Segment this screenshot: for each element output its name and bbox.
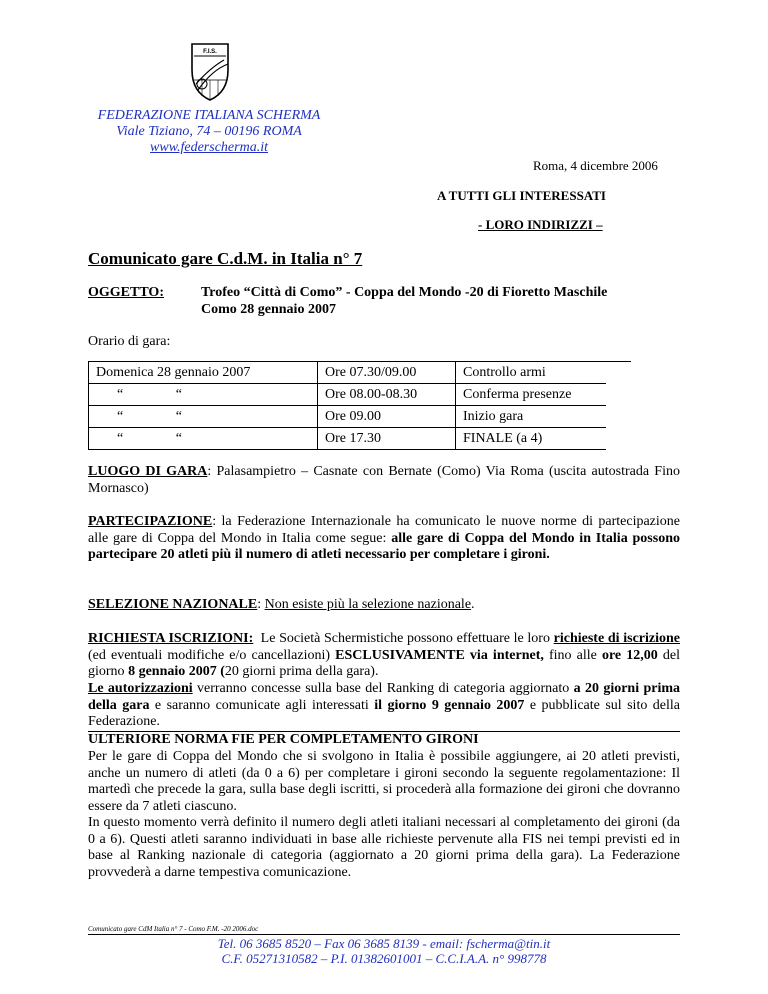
svg-text:F.I.S.: F.I.S. <box>203 49 217 55</box>
schedule-day: Domenica 28 gennaio 2007 <box>89 362 318 384</box>
org-website-container <box>64 140 354 156</box>
selezione-text: Non esiste più la selezione nazionale <box>264 597 472 612</box>
oggetto-line-2: Como 28 gennaio 2007 <box>201 302 336 317</box>
richiesta-b2: ESCLUSIVAMENTE via internet, <box>335 647 544 663</box>
selezione-label: SELEZIONE NAZIONALE <box>88 597 258 612</box>
luogo-label: LUOGO DI GARA <box>88 464 208 479</box>
autorizzazioni-t2: e saranno comunicate agli interessati <box>149 697 375 713</box>
org-address: Viale Tiziano, 74 – 00196 ROMA <box>116 124 302 139</box>
page-title: Comunicato gare C.d.M. in Italia n° 7 <box>88 249 363 268</box>
richiesta-b1: richieste di iscrizione <box>553 631 680 646</box>
autorizzazioni-label: Le autorizzazioni <box>88 681 193 696</box>
autorizzazioni-t3: e pubblicate sul sito della Federazione. <box>88 697 681 729</box>
fis-logo-icon <box>188 40 232 102</box>
richiesta-b4: 8 gennaio 2007 ( <box>128 664 225 679</box>
table-row <box>89 362 607 384</box>
footer-contacts: Tel. 06 3685 8520 – Fax 06 3685 8139 - email: fscherma@tin.it <box>217 936 551 951</box>
partecipazione-label: PARTECIPAZIONE <box>88 514 213 529</box>
autorizzazioni-t1: verranno concesse sulla base del Ranking di categoria aggiornato <box>192 681 574 696</box>
richiesta-label: RICHIESTA ISCRIZIONI: <box>88 631 254 646</box>
schedule-table <box>88 362 606 450</box>
richiesta-t3: fino alle <box>543 647 602 663</box>
recipients-address-line: - LORO INDIRIZZI – <box>478 217 603 232</box>
ulteriore-paragraph-2: In questo momento verrà definito il numero degli atleti italiani necessari al completamento dei gironi (da 0 a 6). Questi atleti saranno individuati in base alle richieste pervenute alla FIS nei tempi previsti ed in base al Ranking nazionale di categoria (aggiornato a 20 giorni prima della gara). La Federazione provvederà a darne tempestiva comunicazione. <box>88 815 680 880</box>
footer-filename: Comunicato gare CdM Italia n° 7 - Como F.M. -20 2006.doc <box>88 925 259 933</box>
schedule-day: “ “ <box>89 384 318 406</box>
schedule-event: Inizio gara <box>456 406 607 428</box>
richiesta-b3: ore 12,00 <box>601 647 658 663</box>
schedule-time: Ore 09.00 <box>318 406 456 428</box>
richiesta-paragraph <box>88 631 680 681</box>
footer-rule <box>88 934 680 935</box>
footer-fiscal: C.F. 05271310582 – P.I. 01382601001 – C.C.I.A.A. n° 998778 <box>221 951 547 966</box>
table-row <box>89 406 607 428</box>
ulteriore-heading: ULTERIORE NORMA FIE PER COMPLETAMENTO GIRONI <box>88 732 479 747</box>
oggetto-line-1: Trofeo “Città di Como” - Coppa del Mondo -20 di Fioretto Maschile <box>201 285 608 300</box>
schedule-day: “ “ <box>89 428 318 450</box>
schedule-time: Ore 07.30/09.00 <box>318 362 456 384</box>
selezione-paragraph <box>88 597 680 614</box>
partecipazione-paragraph <box>88 514 680 564</box>
selezione-sep: : <box>257 597 265 612</box>
schedule-day: “ “ <box>89 406 318 428</box>
orario-label: Orario di gara: <box>88 334 171 349</box>
ulteriore-paragraph-1: Per le gare di Coppa del Mondo che si svolgono in Italia è possibile aggiungere, ai 20 atleti previsti, anche un numero di atleti (da 0 a 6) per completare i gironi secondo la seguente regolamentazione: Il martedì che precede la gara, sulla base degli iscritti, si procederà alla formazione dei gironi che dovranno essere da 7 atleti ciascuno. <box>88 749 680 814</box>
org-name: FEDERAZIONE ITALIANA SCHERMA <box>97 108 321 123</box>
autorizzazioni-b1: a 20 giorni prima della gara <box>88 681 680 713</box>
richiesta-t5: 20 giorni prima della gara). <box>224 664 379 679</box>
schedule-event: FINALE (a 4) <box>456 428 607 450</box>
date-line: Roma, 4 dicembre 2006 <box>533 158 658 173</box>
org-website-link[interactable]: www.federscherma.it <box>150 140 268 155</box>
richiesta-t1: Le Società Schermistiche possono effettuare le loro <box>253 631 554 646</box>
schedule-event: Controllo armi <box>456 362 607 384</box>
luogo-text: : Palasampietro – Casnate con Bernate (Como) Via Roma (uscita autostrada Fino Mornasco) <box>88 464 680 496</box>
selezione-end: . <box>471 597 475 612</box>
autorizzazioni-paragraph <box>88 681 680 731</box>
oggetto-label: OGGETTO: <box>88 285 164 300</box>
partecipazione-text: : la Federazione Internazionale ha comunicato le nuove norme di partecipazione alle gare di Coppa del Mondo in Italia come segue: <box>88 514 680 546</box>
partecipazione-bold-text: alle gare di Coppa del Mondo in Italia possono partecipare 20 atleti più il numero di atleti necessario per completare i gironi. <box>88 530 680 562</box>
richiesta-t2: (ed eventuali modifiche e/o cancellazioni) <box>88 647 336 663</box>
schedule-time: Ore 17.30 <box>318 428 456 450</box>
table-row <box>89 428 607 450</box>
schedule-event: Conferma presenze <box>456 384 607 406</box>
richiesta-t4: del giorno <box>88 647 680 679</box>
table-row <box>89 384 607 406</box>
autorizzazioni-b2: il giorno 9 gennaio 2007 <box>374 697 525 713</box>
luogo-paragraph <box>88 464 680 497</box>
schedule-time: Ore 08.00-08.30 <box>318 384 456 406</box>
recipients-line: A TUTTI GLI INTERESSATI <box>437 188 606 203</box>
